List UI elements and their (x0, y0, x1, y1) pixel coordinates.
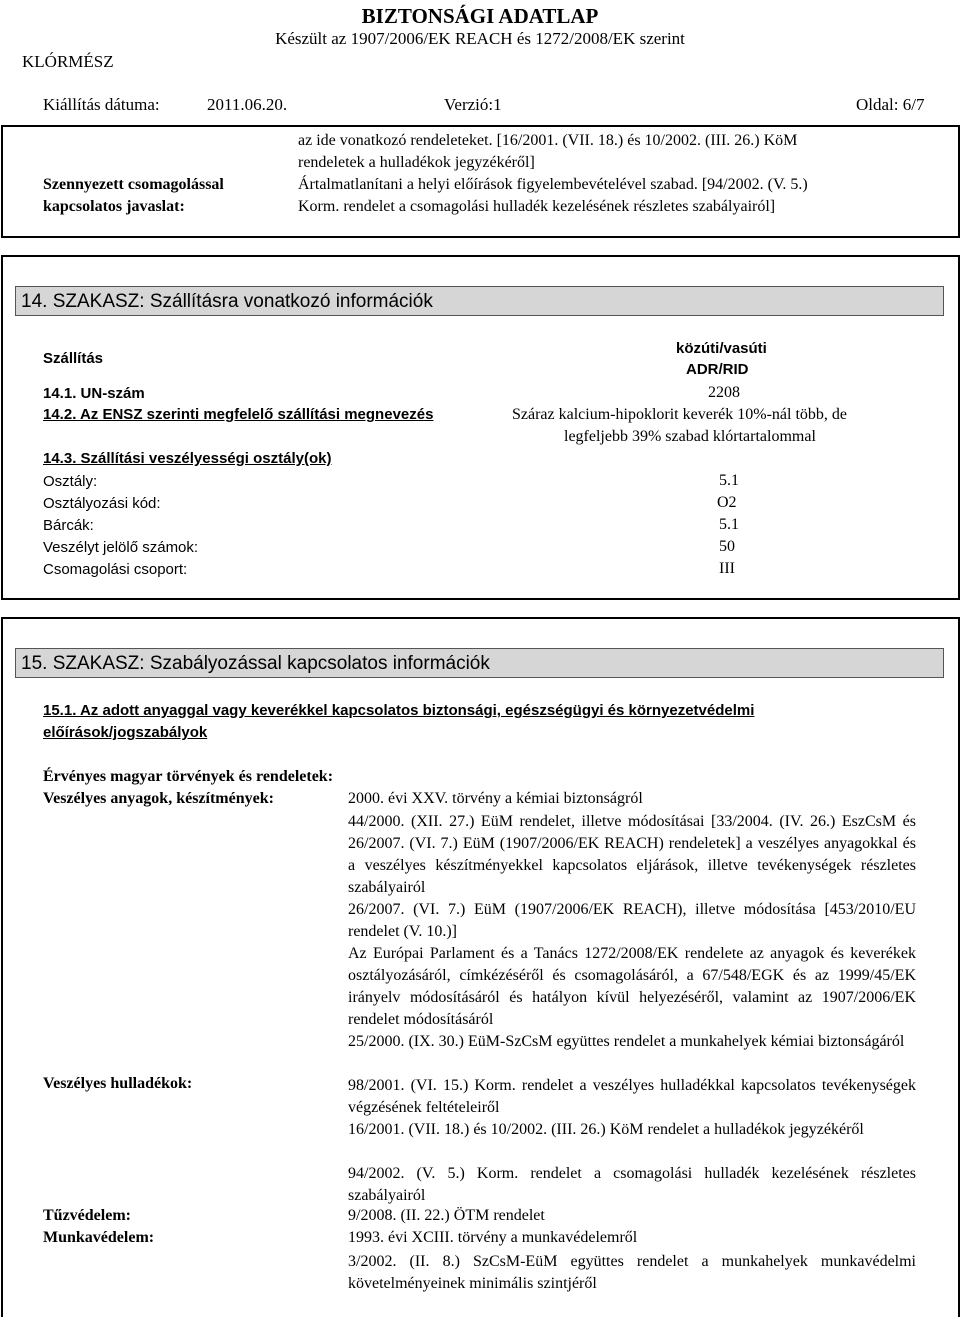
page-number: Oldal: 6/7 (856, 95, 925, 114)
law-entry: 9/2008. (II. 22.) ÖTM rendelet (348, 1207, 545, 1224)
un-number-label: 14.1. UN-szám (43, 385, 145, 402)
column-header-mode: közúti/vasúti (676, 340, 767, 357)
hazardous-waste-label: Veszélyes hulladékok: (43, 1075, 193, 1092)
packing-group-value: III (719, 560, 735, 577)
s13-continuation-line: rendeletek a hulladékok jegyzékéről] (298, 154, 535, 171)
classification-code-label: Osztályozási kód: (43, 495, 161, 512)
law-entry: 25/2000. (IX. 30.) EüM-SzCsM együttes rendelet a munkahelyek kémiai biztonságáról (348, 1033, 905, 1050)
transport-label: Szállítás (43, 350, 104, 367)
shipping-name-value: Száraz kalcium-hipoklorit keverék 10%-nál több, de (512, 406, 847, 423)
packaging-label: kapcsolatos javaslat: (43, 198, 185, 215)
fire-protection-label: Tűzvédelem: (43, 1207, 131, 1224)
shipping-name-value: legfeljebb 39% szabad klórtartalommal (564, 428, 816, 445)
column-header-adr: ADR/RID (686, 361, 749, 378)
issue-date-value: 2011.06.20. (207, 95, 288, 114)
law-entry: 16/2001. (VII. 18.) és 10/2002. (III. 26.) KöM rendelet a hulladékok jegyzékéről (348, 1121, 864, 1138)
law-entry: 94/2002. (V. 5.) Korm. rendelet a csomagolási hulladék kezelésének részletes szabályairól (348, 1165, 916, 1204)
hazard-number-value: 50 (719, 538, 735, 555)
issue-date-label: Kiállítás dátuma: (43, 95, 160, 114)
law-entry: 44/2000. (XII. 27.) EüM rendelet, illetve módosításai [33/2004. (IV. 26.) EszCsM és 26/2007. (VI. 7.) EüM (1907/2006/EK REACH) rendeletek] a veszélyes anyagokkal és a veszélyes készítményekkel kapcsolatos eljárások, illetve tevékenységek részletes szabályairól (348, 813, 916, 896)
packaging-text: Ártalmatlanítani a helyi előírások figyelembevételével szabad. [94/2002. (V. 5.) (298, 176, 808, 193)
law-entry: 1993. évi XCIII. törvény a munkavédelemről (348, 1229, 638, 1246)
product-name: KLÓRMÉSZ (22, 52, 114, 71)
section-14-title: 14. SZAKASZ: Szállításra vonatkozó információk (15, 286, 944, 316)
un-number-value: 2208 (708, 384, 740, 401)
law-entry: 2000. évi XXV. törvény a kémiai biztonságról (348, 790, 643, 807)
class-label: Osztály: (43, 473, 98, 490)
labels-label: Bárcák: (43, 517, 94, 534)
work-safety-label: Munkavédelem: (43, 1229, 155, 1246)
class-value: 5.1 (719, 472, 739, 489)
law-entry: 98/2001. (VI. 15.) Korm. rendelet a veszélyes hulladékkal kapcsolatos tevékenységek végzésének feltételeiről (348, 1077, 916, 1116)
valid-laws-heading: Érvényes magyar törvények és rendeletek: (43, 768, 334, 785)
hazard-class-heading: 14.3. Szállítási veszélyességi osztály(ok) (43, 450, 332, 467)
classification-code-value: O2 (717, 494, 737, 511)
version-label: Verzió:1 (444, 95, 502, 114)
law-entry: 26/2007. (VI. 7.) EüM (1907/2006/EK REACH), illetve módosítása [453/2010/EU rendelet (V. 10.)] (348, 901, 916, 940)
packaging-text: Korm. rendelet a csomagolási hulladék kezelésének részletes szabályairól] (298, 198, 776, 215)
subsection-15-1-heading: 15.1. Az adott anyaggal vagy keverékkel kapcsolatos biztonsági, egészségügyi és környezetvédelmi (43, 702, 755, 719)
document-title: BIZTONSÁGI ADATLAP (361, 4, 599, 28)
subsection-15-1-heading: előírások/jogszabályok (43, 724, 208, 741)
hazard-number-label: Veszélyt jelölő számok: (43, 539, 199, 556)
s13-continuation-line: az ide vonatkozó rendeleteket. [16/2001. (VII. 18.) és 10/2002. (III. 26.) KöM (298, 132, 798, 149)
packaging-label: Szennyezett csomagolással (43, 176, 224, 193)
law-entry: 3/2002. (II. 8.) SzCsM-EüM együttes rendelet a munkahelyek munkavédelmi követelményeinek minimális szintjéről (348, 1253, 916, 1292)
dangerous-substances-label: Veszélyes anyagok, készítmények: (43, 790, 274, 807)
section-15-title: 15. SZAKASZ: Szabályozással kapcsolatos információk (15, 648, 944, 678)
packing-group-label: Csomagolási csoport: (43, 561, 188, 578)
shipping-name-label: 14.2. Az ENSZ szerinti megfelelő szállítási megnevezés (43, 406, 434, 423)
labels-value: 5.1 (719, 516, 739, 533)
regulation-subtitle: Készült az 1907/2006/EK REACH és 1272/2008/EK szerint (275, 29, 685, 48)
law-entry: Az Európai Parlament és a Tanács 1272/2008/EK rendelete az anyagok és keverékek osztályozásáról, címkézéséről és csomagolásáról, a 67/548/EGK és az 1999/45/EK irányelv módosításáról és hatályon kívül helyezéséről, valamint az 1907/2006/EK rendelet módosításáról (348, 945, 916, 1028)
